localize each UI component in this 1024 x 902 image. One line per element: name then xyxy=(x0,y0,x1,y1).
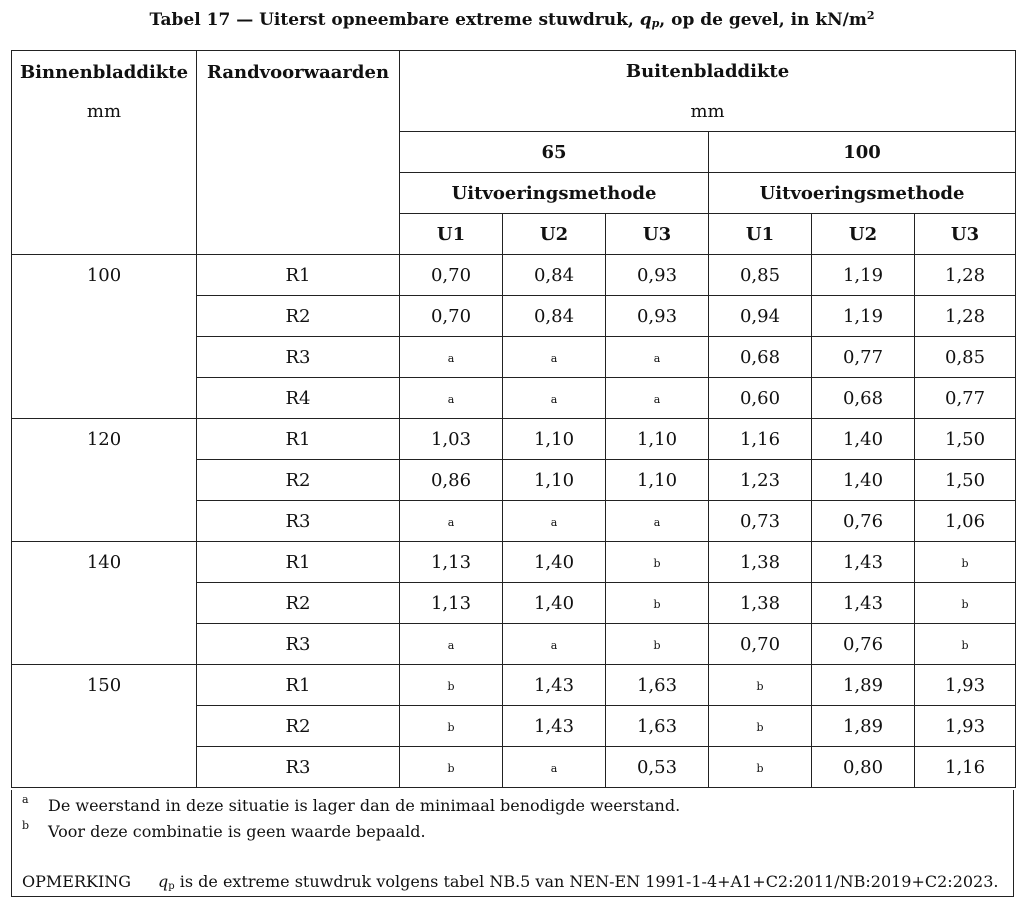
cell-value: 1,16 xyxy=(915,747,1016,788)
cell-value xyxy=(400,665,503,706)
cell-value: 0,60 xyxy=(709,378,812,419)
cell-value: 1,43 xyxy=(812,583,915,624)
footnote-ref: a xyxy=(550,515,558,529)
cell-randvoorwaarde: R4 xyxy=(197,378,400,419)
footnote-ref: a xyxy=(447,638,455,652)
cell-value: 0,77 xyxy=(915,378,1016,419)
table-row xyxy=(12,665,1016,706)
cell-value xyxy=(400,378,503,419)
cell-value: 1,03 xyxy=(400,419,503,460)
footnote-b-mark: b xyxy=(22,819,30,832)
footnote-ref: a xyxy=(653,351,661,365)
cell-value: 1,19 xyxy=(812,296,915,337)
cell-value xyxy=(400,337,503,378)
table-header xyxy=(12,51,1016,255)
cell-value: 1,93 xyxy=(915,665,1016,706)
footnote-a-mark: a xyxy=(22,793,29,806)
header-buitenbladdikte: Buitenbladdikte xyxy=(400,51,1016,92)
cell-value xyxy=(606,583,709,624)
cell-randvoorwaarde: R1 xyxy=(197,255,400,296)
footnote-ref: a xyxy=(550,638,558,652)
cell-binnenbladdikte: 120 xyxy=(12,419,197,542)
cell-randvoorwaarde: R2 xyxy=(197,296,400,337)
footnote-a-text: De weerstand in deze situatie is lager dan de minimaal benodigde weerstand. xyxy=(48,796,681,815)
cell-value: 1,40 xyxy=(812,419,915,460)
title-unit-sup: 2 xyxy=(866,9,875,22)
cell-value: 0,84 xyxy=(503,296,606,337)
cell-value xyxy=(606,337,709,378)
header-group-100: 100 xyxy=(709,132,1016,173)
cell-randvoorwaarde: R3 xyxy=(197,337,400,378)
footnote-ref: b xyxy=(961,597,969,611)
table-body xyxy=(12,255,1016,788)
cell-value xyxy=(606,378,709,419)
header-sub-u3: U3 xyxy=(606,214,709,255)
cell-value: 1,23 xyxy=(709,460,812,501)
cell-value: 1,40 xyxy=(503,583,606,624)
cell-randvoorwaarde: R1 xyxy=(197,665,400,706)
footnote-ref: b xyxy=(447,720,455,734)
cell-value: 1,10 xyxy=(606,460,709,501)
footnote-ref: b xyxy=(961,638,969,652)
cell-value: 0,70 xyxy=(400,296,503,337)
cell-value: 1,10 xyxy=(503,419,606,460)
cell-value xyxy=(503,337,606,378)
header-method-65: Uitvoeringsmethode xyxy=(400,173,709,214)
cell-value xyxy=(503,747,606,788)
cell-value: 0,80 xyxy=(812,747,915,788)
header-buitenbladdikte-unit: mm xyxy=(400,91,1016,132)
cell-randvoorwaarde: R1 xyxy=(197,542,400,583)
cell-value xyxy=(503,378,606,419)
header-sub-u1: U1 xyxy=(709,214,812,255)
cell-value xyxy=(503,501,606,542)
cell-value: 1,06 xyxy=(915,501,1016,542)
cell-value xyxy=(709,665,812,706)
cell-randvoorwaarde: R3 xyxy=(197,501,400,542)
cell-binnenbladdikte: 100 xyxy=(12,255,197,419)
footnote-ref: a xyxy=(447,351,455,365)
cell-value: 1,43 xyxy=(503,665,606,706)
footnote-ref: a xyxy=(550,351,558,365)
cell-value xyxy=(915,624,1016,665)
cell-value: 0,94 xyxy=(709,296,812,337)
header-binnenbladdikte: Binnenbladdikte mm xyxy=(12,51,197,255)
note-text: $q_p$ is de extreme stuwdruk volgens tabel NB.5 van NEN-EN 1991-1-4+A1+C2:2011/NB:2019+C2:2023. xyxy=(158,872,999,892)
footnote-ref: b xyxy=(756,679,764,693)
title-symbol-sub: p xyxy=(651,17,660,30)
cell-value: 1,28 xyxy=(915,255,1016,296)
cell-value: 0,70 xyxy=(709,624,812,665)
cell-randvoorwaarde: R2 xyxy=(197,583,400,624)
cell-value: 1,19 xyxy=(812,255,915,296)
table-title: Tabel 17 — Uiterst opneembare extreme stuwdruk, $q_p$, op de gevel, in $kN/m^2$ xyxy=(149,9,875,30)
footnote-ref: a xyxy=(653,392,661,406)
cell-value xyxy=(606,542,709,583)
cell-randvoorwaarde: R3 xyxy=(197,747,400,788)
cell-value: 1,50 xyxy=(915,419,1016,460)
cell-value xyxy=(400,624,503,665)
cell-value: 0,85 xyxy=(709,255,812,296)
cell-value: 0,86 xyxy=(400,460,503,501)
footnote-ref: b xyxy=(653,597,661,611)
cell-value: 0,85 xyxy=(915,337,1016,378)
cell-value xyxy=(709,706,812,747)
cell-randvoorwaarde: R1 xyxy=(197,419,400,460)
cell-value: 0,70 xyxy=(400,255,503,296)
cell-value: 0,76 xyxy=(812,624,915,665)
footnote-ref: b xyxy=(447,679,455,693)
cell-value: 0,77 xyxy=(812,337,915,378)
table-footnotes xyxy=(11,790,1014,897)
cell-value: 1,43 xyxy=(503,706,606,747)
footnote-a xyxy=(22,793,681,815)
footnote-ref: b xyxy=(653,556,661,570)
cell-value: 0,76 xyxy=(812,501,915,542)
footnote-ref: a xyxy=(550,392,558,406)
header-method-100: Uitvoeringsmethode xyxy=(709,173,1016,214)
footnote-ref: a xyxy=(550,761,558,775)
cell-randvoorwaarde: R3 xyxy=(197,624,400,665)
cell-randvoorwaarde: R2 xyxy=(197,460,400,501)
header-sub-u2: U2 xyxy=(812,214,915,255)
cell-value xyxy=(400,706,503,747)
note-symbol-sub: p xyxy=(168,881,175,892)
cell-value: 1,40 xyxy=(503,542,606,583)
footnote-ref: b xyxy=(756,761,764,775)
footnote-b xyxy=(22,819,426,841)
cell-value xyxy=(400,747,503,788)
header-group-65: 65 xyxy=(400,132,709,173)
cell-value: 1,63 xyxy=(606,706,709,747)
cell-value xyxy=(606,624,709,665)
cell-value: 1,43 xyxy=(812,542,915,583)
cell-value: 1,16 xyxy=(709,419,812,460)
cell-randvoorwaarde: R2 xyxy=(197,706,400,747)
cell-value: 0,53 xyxy=(606,747,709,788)
footnote-b-text: Voor deze combinatie is geen waarde bepaald. xyxy=(48,822,426,841)
note-label: OPMERKING xyxy=(22,872,132,891)
header-sub-u1: U1 xyxy=(400,214,503,255)
cell-value: 1,40 xyxy=(812,460,915,501)
footnote-ref: a xyxy=(447,515,455,529)
cell-value xyxy=(400,501,503,542)
cell-binnenbladdikte: 140 xyxy=(12,542,197,665)
cell-value xyxy=(503,624,606,665)
table-row xyxy=(12,542,1016,583)
cell-value xyxy=(709,747,812,788)
footnote-ref: b xyxy=(961,556,969,570)
cell-value: 1,38 xyxy=(709,583,812,624)
footnote-ref: a xyxy=(653,515,661,529)
cell-value xyxy=(606,501,709,542)
header-sub-u3: U3 xyxy=(915,214,1016,255)
cell-binnenbladdikte: 150 xyxy=(12,665,197,788)
cell-value: 1,89 xyxy=(812,665,915,706)
cell-value: 1,50 xyxy=(915,460,1016,501)
title-symbol: q xyxy=(639,10,652,30)
cell-value: 1,93 xyxy=(915,706,1016,747)
cell-value: 1,13 xyxy=(400,583,503,624)
footnote-ref: a xyxy=(447,392,455,406)
cell-value: 0,68 xyxy=(812,378,915,419)
cell-value: 1,13 xyxy=(400,542,503,583)
cell-value: 1,63 xyxy=(606,665,709,706)
note-symbol: q xyxy=(158,872,169,891)
cell-value: 0,84 xyxy=(503,255,606,296)
table-row xyxy=(12,255,1016,296)
table-row xyxy=(12,419,1016,460)
cell-value: 1,89 xyxy=(812,706,915,747)
footnote-ref: b xyxy=(653,638,661,652)
cell-value: 1,38 xyxy=(709,542,812,583)
data-table xyxy=(11,50,1016,788)
cell-value: 1,10 xyxy=(503,460,606,501)
cell-value: 0,73 xyxy=(709,501,812,542)
cell-value: 1,28 xyxy=(915,296,1016,337)
cell-value: 0,93 xyxy=(606,296,709,337)
cell-value xyxy=(915,542,1016,583)
cell-value xyxy=(915,583,1016,624)
header-randvoorwaarden: Randvoorwaarden xyxy=(197,51,400,255)
footnote-ref: b xyxy=(756,720,764,734)
cell-value: 1,10 xyxy=(606,419,709,460)
footnote-ref: b xyxy=(447,761,455,775)
cell-value: 0,93 xyxy=(606,255,709,296)
header-sub-u2: U2 xyxy=(503,214,606,255)
cell-value: 0,68 xyxy=(709,337,812,378)
header-binnenbladdikte-unit: mm xyxy=(86,101,122,122)
